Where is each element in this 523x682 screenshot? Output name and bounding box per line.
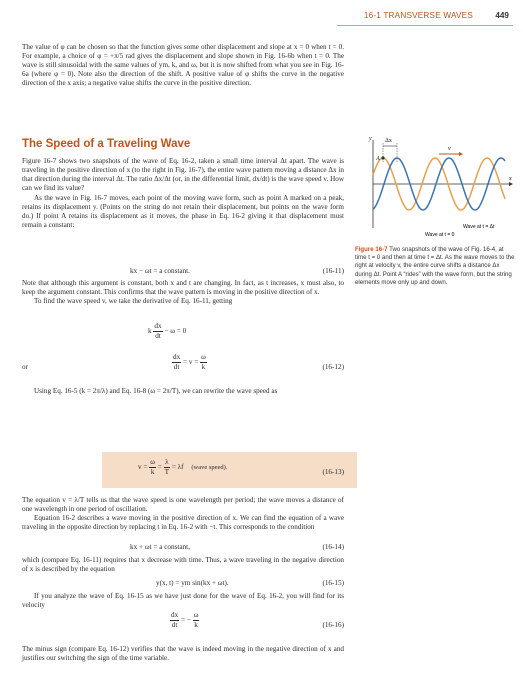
body-block-8 [22,645,344,663]
paragraph-4: To find the wave speed v, we take the derivative of Eq. 16-11, getting [34,297,233,306]
eq13-v: v = [138,463,148,472]
paragraph-3: Note that although this argument is constant, both x and t are changing. In fact, as t increases, x must also, to keep the argument constant. This confirms that the wave pattern is moving in the positive direction of x. [22,279,344,297]
eq16-mid: = − [180,616,191,625]
equation-16-13-number: (16-13) [322,468,344,476]
deriv-frac-num: dx [154,322,162,330]
eq13-fraction-2 [164,458,170,477]
point-a-marker [381,156,384,159]
header-rule [337,25,513,26]
eq12-rhs-num: ω [201,353,206,361]
paragraph-2: As the wave in Fig. 16-7 moves, each point of the moving wave form, such as point A marked on a peak, retains its displacement y. (Points on the string do not retain their displacement, but points on the wave form do.) If point A retains its displacement as it moves, the phase in Eq. 16-2 giving it that displacement must remain a constant: [22,194,344,230]
eq12-mid: = v = [182,358,199,367]
equation-16-15-text: y(x, t) = ym sin(kx + ωt). [156,579,229,587]
figure-16-7 [355,132,515,242]
intro-paragraph-block [22,43,344,88]
deriv-frac-den: dt [155,332,161,340]
eq13-f2-den: T [164,468,170,476]
eq13-tail: = λf [171,463,184,472]
x-axis-arrowhead [509,182,513,186]
deriv-rhs: − ω = 0 [164,327,187,336]
eq12-rhs-den: k [201,363,206,371]
equation-16-11 [130,267,344,276]
eq13-f2-num: λ [165,458,169,466]
body-block-6 [22,556,344,574]
deriv-k: k [148,327,152,336]
equation-16-15-number: (16-15) [322,579,344,587]
equation-16-13: v = $\frac{\omega}{k}$ = $\frac{\lambda}{T}$ = λf (wave speed). (16-13) [138,458,344,476]
equation-derivative [148,322,268,341]
paragraph-1: Figure 16-7 shows two snapshots of the wave of Eq. 16-2, taken a small time interval Δt apart. The wave is traveling in the positive direction of x (to the right in Fig. 16-7), the entire wave pattern moving a distance Δx in that direction during the interval Δt. The ratio Δx/Δt (or, in the differential limit, dx/dt) is the wave speed v. How can we find its value? [22,157,344,193]
figure-caption-text: Two snapshots of the wave of Fig. 16-4, at time t = 0 and then at time t = Δt. As the wave moves to the right at velocity v, the entire curve shifts a distance Δx during Δt. Point A “rides” with the wave form, but the string elements move only up and down. [355,246,515,286]
wave-0-label: Wave at t = 0 [425,232,455,238]
eq13-note: (wave speed). [191,464,228,472]
equation-16-12-number: (16-12) [322,363,344,371]
eq13-f1-den: k [150,468,155,476]
intro-paragraph: The value of φ can be chosen so that the function gives some other displacement and slope at x = 0 when t = 0. For example, a choice of φ = +π/5 rad gives the displacement and slope shown in Fig. 16-6b when t = 0. The wave is still sinusoidal with the same values of ym, k, and ω, but it is now shifted from what you see in Fig. 16-6a (where φ = 0). Note also the direction of the shift. A positive value of φ shifts the curve in the negative direction of the x axis; a negative value shifts the curve in the positive direction. [22,43,344,88]
eq16-lhs-fraction [170,611,179,630]
body-block-1 [22,157,344,193]
paragraph-7: Equation 16-2 describes a wave moving in the positive direction of x. We can find the equation of a wave traveling in the opposite direction by replacing t in Eq. 16-2 with −t. This corresponds to the condition [22,514,344,532]
paragraph-10: The minus sign (compare Eq. 16-12) verifies that the wave is indeed moving in the negative direction of x and justifies our switching the sign of the time variable. [22,645,344,663]
figure-caption [355,246,515,287]
body-block-4 [22,387,344,396]
y-axis-label: y [369,136,372,142]
equation-16-15 [156,579,344,588]
eq13-fraction-1 [149,458,156,477]
paragraph-8: which (compare Eq. 16-11) requires that x decrease with time. Thus, a wave traveling in the negative direction of x is described by the equation [22,556,344,574]
equation-16-14 [130,543,344,552]
body-block-7 [22,592,344,610]
or-label: or [22,363,28,371]
eq13-f1-num: ω [150,458,155,466]
eq12-lhs-fraction [172,353,181,372]
eq16-lhs-num: dx [171,611,179,619]
equation-16-16-number: (16-16) [322,621,344,629]
x-axis-label: x [509,176,512,182]
equation-16-14-text: kx + ωt = a constant, [130,543,190,551]
section-heading: The Speed of a Traveling Wave [22,138,191,150]
eq12-lhs-num: dx [173,353,181,361]
eq12-lhs-den: dt [173,363,180,371]
eq16-rhs-fraction [193,611,200,630]
running-header [0,11,523,25]
eq16-rhs-den: k [194,621,198,629]
equation-16-14-number: (16-14) [322,543,344,551]
paragraph-5: Using Eq. 16-5 (k = 2π/λ) and Eq. 16-8 (ω = 2π/T), we can rewrite the wave speed as [34,387,278,395]
deriv-fraction [153,322,162,341]
figure-caption-tag: Figure 16-7 [355,246,388,253]
velocity-arrowhead [459,152,463,156]
point-a-label: A [376,156,380,162]
body-block-2 [22,194,344,230]
body-block-3 [22,279,344,306]
section-title: 16-1 TRANSVERSE WAVES [363,11,473,20]
delta-x-label: Δx [385,138,392,144]
page-number: 449 [495,11,509,20]
paragraph-6: The equation v = λ/T tells us that the wave speed is one wavelength per period; the wave moves a distance of one wavelength in one period of oscillation. [22,496,344,514]
eq12-rhs-fraction [200,353,207,372]
body-block-5 [22,496,344,532]
wave-dt-label: Wave at t = Δt [463,224,495,230]
velocity-label: v [448,146,451,152]
paragraph-9: If you analyze the wave of Eq. 16-15 as we have just done for the wave of Eq. 16-2, you will find for its velocity [22,592,344,610]
equation-16-11-text: kx − ωt = a constant. [130,267,190,275]
eq16-rhs-num: ω [193,611,199,619]
equation-16-11-number: (16-11) [322,267,344,275]
eq16-lhs-den: dt [171,621,178,629]
